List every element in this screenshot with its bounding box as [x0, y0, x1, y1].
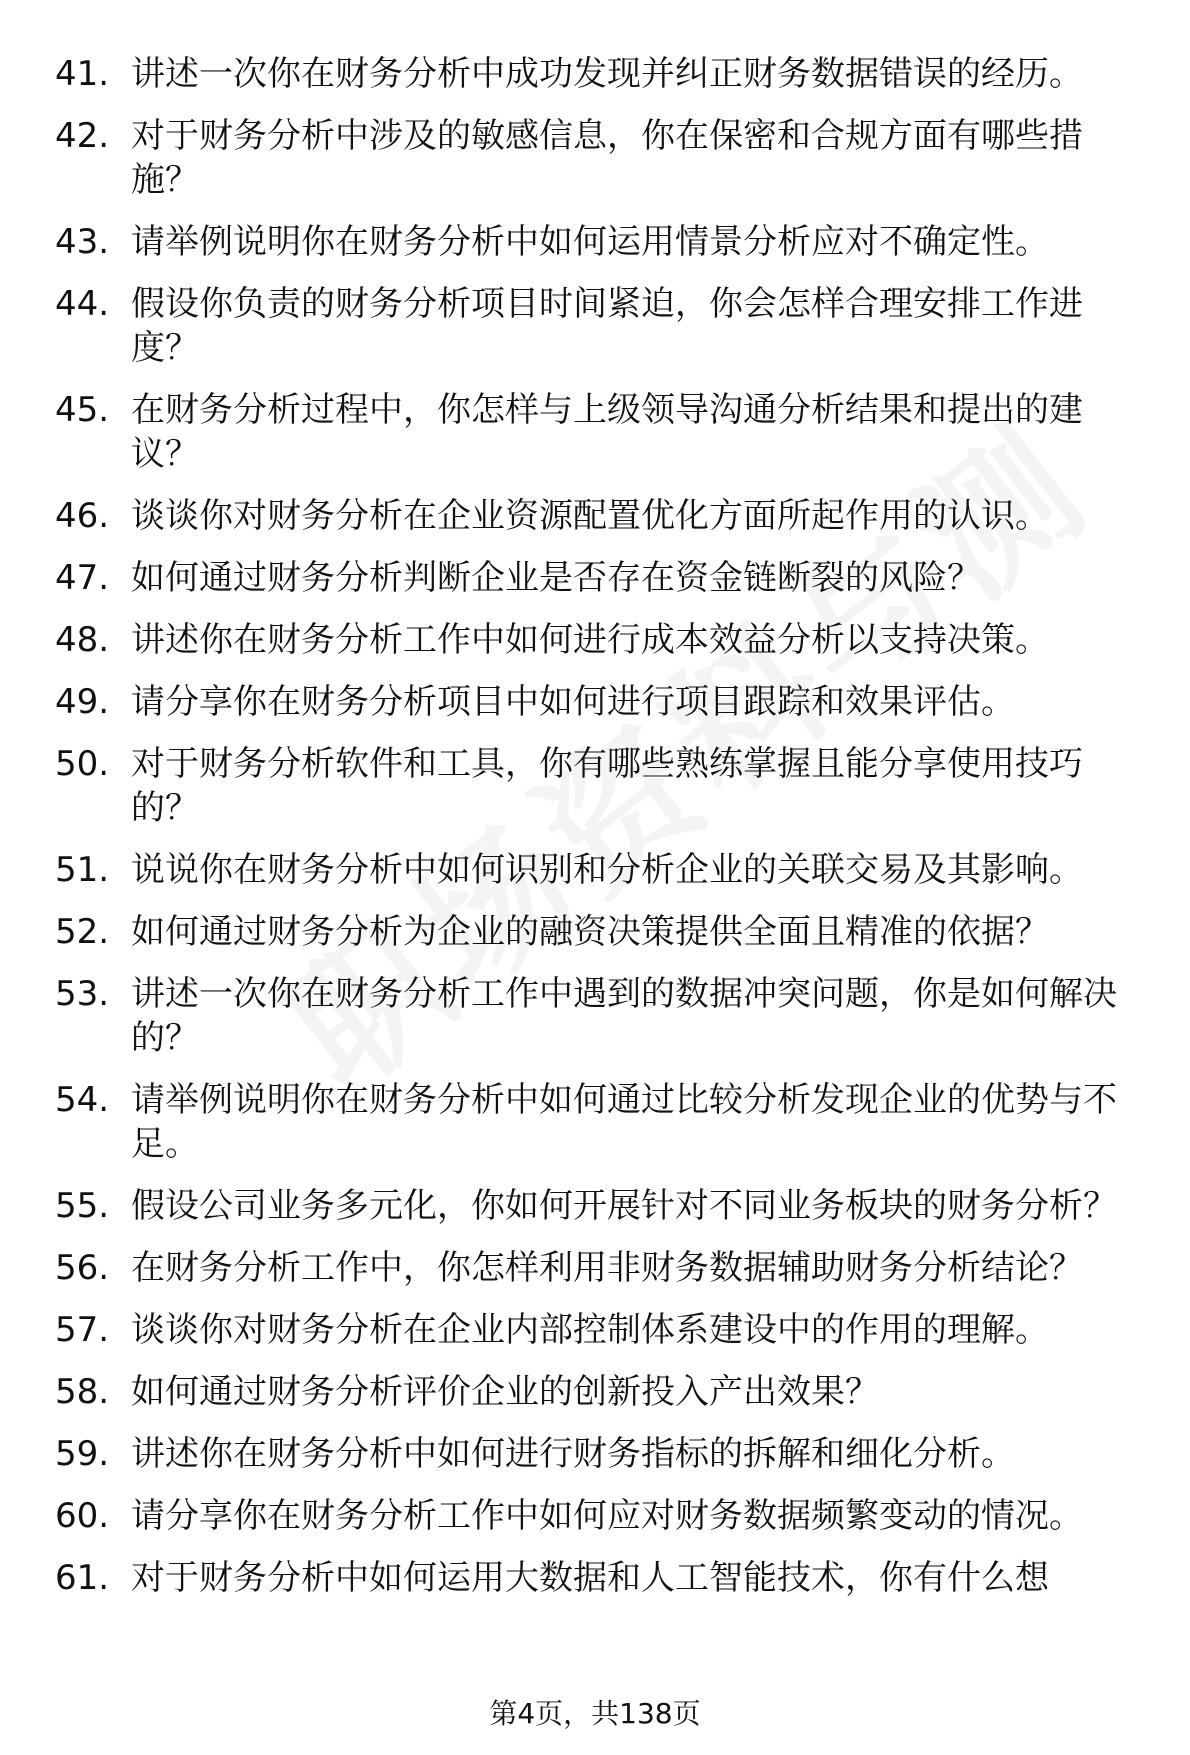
item-text: 谈谈你对财务分析在企业资源配置优化方面所起作用的认识。 — [131, 496, 1049, 536]
question-list — [55, 52, 1145, 1618]
item-number: 55. — [55, 1186, 110, 1226]
list-item — [55, 494, 1145, 538]
list-item — [55, 680, 1145, 724]
item-number: 59. — [55, 1434, 110, 1474]
item-number: 56. — [55, 1248, 110, 1288]
list-item — [55, 742, 1145, 830]
list-item — [55, 972, 1145, 1060]
list-item — [55, 1370, 1145, 1414]
list-item — [55, 1432, 1145, 1476]
list-item — [55, 1308, 1145, 1352]
item-text: 说说你在财务分析中如何识别和分析企业的关联交易及其影响。 — [131, 850, 1083, 890]
list-item — [55, 388, 1145, 476]
item-text: 对于财务分析中如何运用大数据和人工智能技术，你有什么想 — [131, 1558, 1049, 1598]
item-text: 假设你负责的财务分析项目时间紧迫，你会怎样合理安排工作进度？ — [131, 284, 1083, 368]
item-text: 谈谈你对财务分析在企业内部控制体系建设中的作用的理解。 — [131, 1310, 1049, 1350]
item-text: 请分享你在财务分析工作中如何应对财务数据频繁变动的情况。 — [131, 1496, 1083, 1536]
list-item — [55, 114, 1145, 202]
list-item — [55, 848, 1145, 892]
page-number: 第4页，共138页 — [489, 1697, 701, 1730]
item-number: 43. — [55, 222, 110, 262]
item-number: 41. — [55, 54, 110, 94]
item-text: 在财务分析工作中，你怎样利用非财务数据辅助财务分析结论？ — [131, 1248, 1083, 1288]
item-text: 讲述你在财务分析中如何进行财务指标的拆解和细化分析。 — [131, 1434, 1015, 1474]
item-text: 讲述一次你在财务分析中成功发现并纠正财务数据错误的经历。 — [131, 54, 1083, 94]
item-number: 60. — [55, 1496, 110, 1536]
item-number: 45. — [55, 390, 110, 430]
item-text: 讲述你在财务分析工作中如何进行成本效益分析以支持决策。 — [131, 620, 1049, 660]
item-number: 48. — [55, 620, 110, 660]
item-text: 如何通过财务分析判断企业是否存在资金链断裂的风险？ — [131, 558, 981, 598]
item-text: 请举例说明你在财务分析中如何运用情景分析应对不确定性。 — [131, 222, 1049, 262]
item-text: 对于财务分析软件和工具，你有哪些熟练掌握且能分享使用技巧的？ — [131, 744, 1083, 828]
item-number: 42. — [55, 116, 110, 156]
item-number: 53. — [55, 974, 110, 1014]
item-number: 50. — [55, 744, 110, 784]
list-item — [55, 1494, 1145, 1538]
item-text: 对于财务分析中涉及的敏感信息，你在保密和合规方面有哪些措施？ — [131, 116, 1083, 200]
item-text: 请举例说明你在财务分析中如何通过比较分析发现企业的优势与不足。 — [131, 1080, 1117, 1164]
list-item — [55, 220, 1145, 264]
item-number: 49. — [55, 682, 110, 722]
item-number: 51. — [55, 850, 110, 890]
list-item — [55, 1246, 1145, 1290]
list-item — [55, 1078, 1145, 1166]
item-number: 44. — [55, 284, 110, 324]
item-text: 假设公司业务多元化，你如何开展针对不同业务板块的财务分析？ — [131, 1186, 1117, 1226]
item-text: 讲述一次你在财务分析工作中遇到的数据冲突问题，你是如何解决的？ — [131, 974, 1117, 1058]
list-item — [55, 618, 1145, 662]
item-number: 46. — [55, 496, 110, 536]
item-number: 47. — [55, 558, 110, 598]
list-item — [55, 556, 1145, 600]
list-item — [55, 282, 1145, 370]
item-text: 在财务分析过程中，你怎样与上级领导沟通分析结果和提出的建议？ — [131, 390, 1083, 474]
item-number: 52. — [55, 912, 110, 952]
item-number: 54. — [55, 1080, 110, 1120]
item-text: 如何通过财务分析评价企业的创新投入产出效果？ — [131, 1372, 879, 1412]
item-number: 57. — [55, 1310, 110, 1350]
list-item — [55, 52, 1145, 96]
list-item — [55, 1556, 1145, 1600]
list-item — [55, 1184, 1145, 1228]
item-number: 58. — [55, 1372, 110, 1412]
item-text: 如何通过财务分析为企业的融资决策提供全面且精准的依据？ — [131, 912, 1049, 952]
item-number: 61. — [55, 1558, 110, 1598]
list-item — [55, 910, 1145, 954]
item-text: 请分享你在财务分析项目中如何进行项目跟踪和效果评估。 — [131, 682, 1015, 722]
